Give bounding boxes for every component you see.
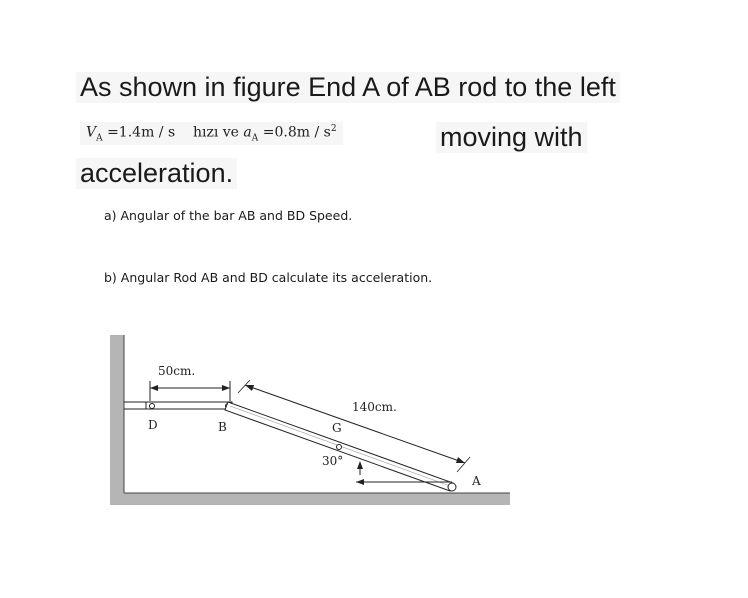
label-g: G	[332, 421, 342, 435]
label-d: D	[148, 418, 158, 432]
velocity-acceleration-formula	[80, 122, 343, 145]
bar-db	[146, 402, 232, 409]
va-symbol: V	[86, 124, 97, 141]
label-a: A	[472, 474, 481, 488]
aa-exponent: 2	[330, 124, 337, 134]
dim-ab-arrow-bottom	[456, 457, 465, 463]
question-b: b) Angular Rod AB and BD calculate its acceleration.	[104, 270, 433, 285]
aa-symbol: a	[243, 124, 252, 141]
angle-label: 30°	[322, 454, 344, 468]
floor	[110, 493, 510, 505]
dim-ab-arrow-top	[245, 385, 254, 391]
wall	[110, 335, 124, 505]
problem-line-3: acceleration.	[76, 158, 237, 189]
dim-ab-label: 140cm.	[352, 400, 397, 414]
wheel-a	[448, 483, 456, 491]
problem-line-2-tail: moving with	[436, 122, 587, 153]
angle-marker-arrow	[357, 461, 363, 469]
question-a: a) Angular of the bar AB and BD Speed.	[104, 208, 353, 223]
va-value: =1.4m / s	[107, 124, 176, 141]
dim-bd-label: 50cm.	[158, 364, 196, 378]
pin-d	[150, 404, 155, 409]
angle-arrow-left	[356, 479, 364, 485]
label-b: B	[218, 420, 227, 434]
mechanism-figure	[110, 335, 520, 510]
problem-line-1: As shown in figure End A of AB rod to the left	[76, 72, 620, 103]
dim-bd-arrow-left	[150, 385, 158, 391]
va-subscript: A	[96, 133, 103, 144]
dim-bd-arrow-right	[222, 385, 230, 391]
pin-g	[337, 445, 342, 450]
aa-value: =0.8m / s	[262, 124, 331, 141]
aa-subscript: A	[251, 133, 259, 144]
formula-connector: hızı ve	[192, 124, 239, 141]
